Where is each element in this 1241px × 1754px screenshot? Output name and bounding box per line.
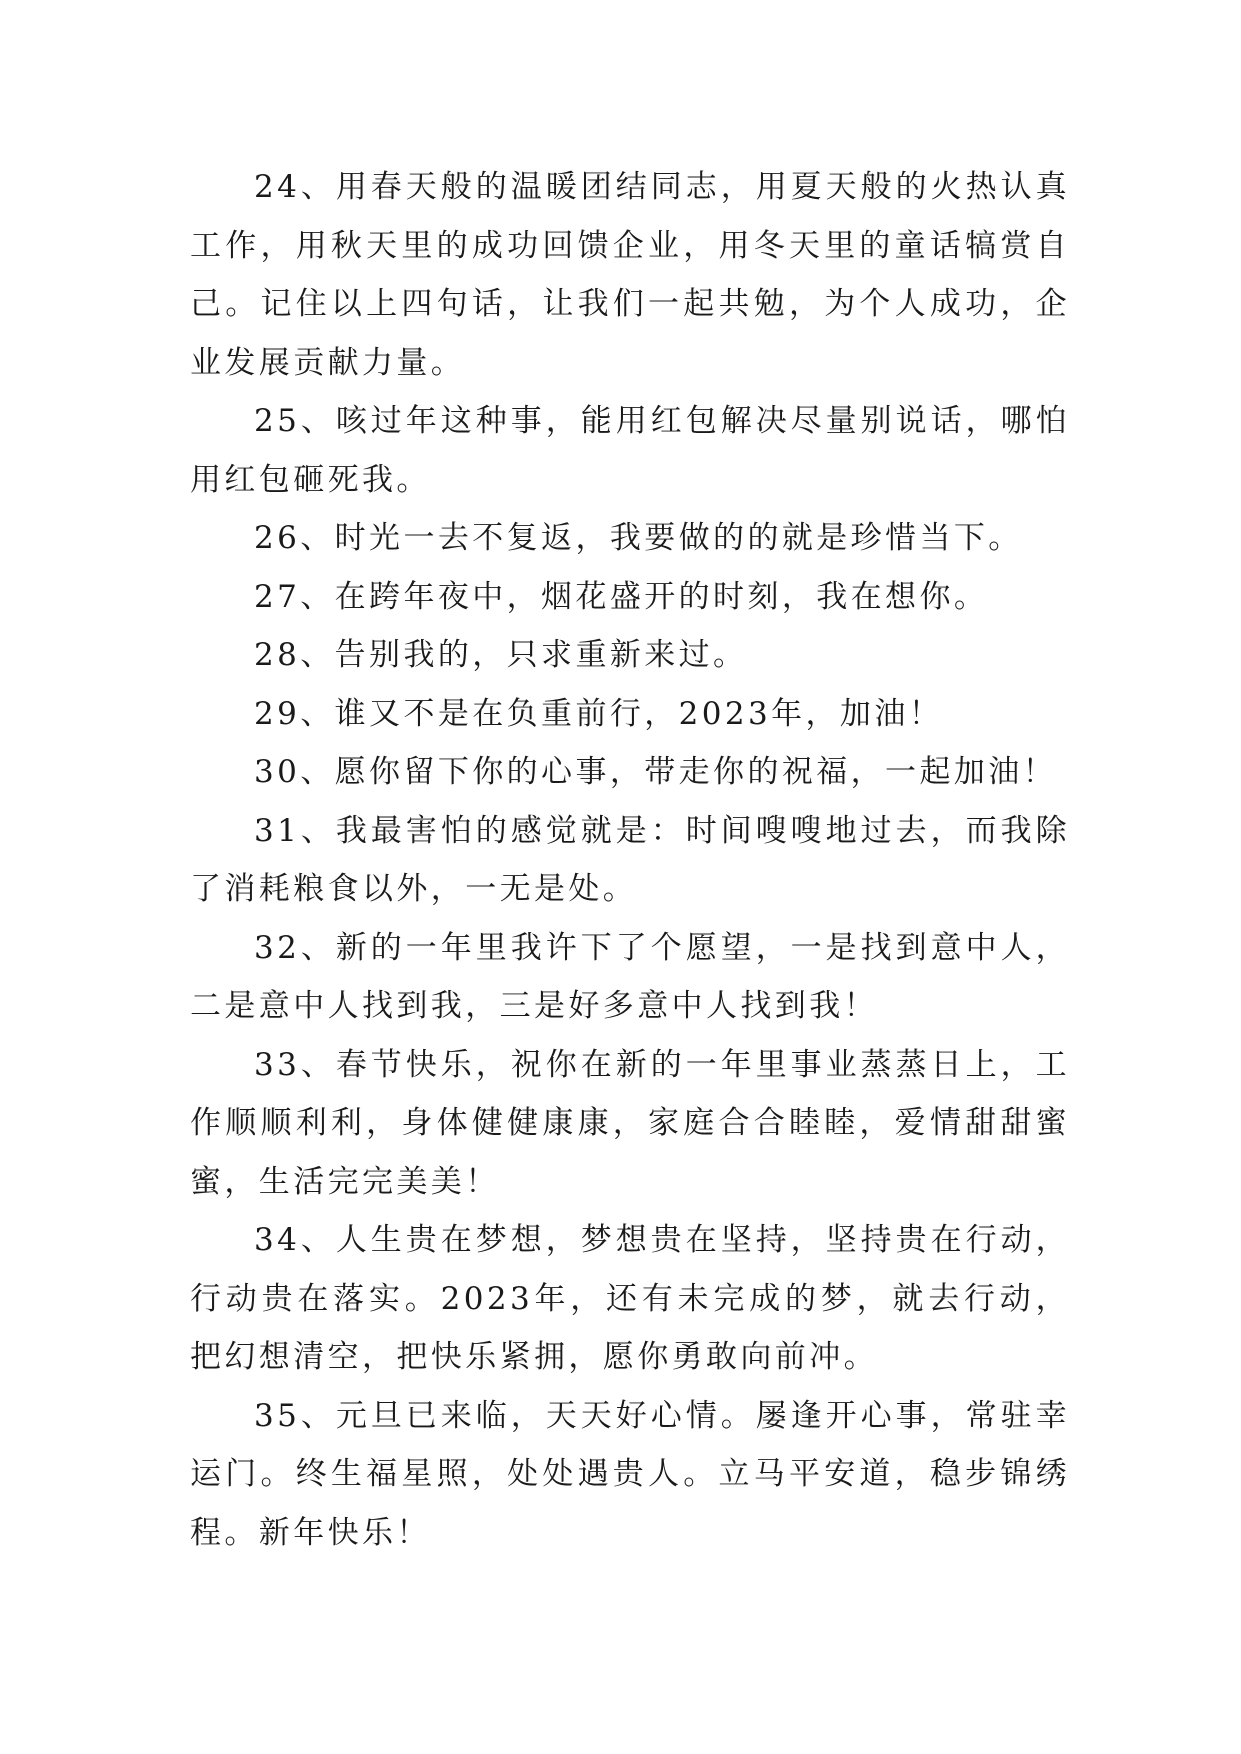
paragraph-27: 27、在跨年夜中，烟花盛开的时刻，我在想你。: [254, 578, 989, 615]
paragraph-25: 25、咳过年这种事，能用红包解决尽量别说话，哪怕用红包砸死我。: [190, 403, 1070, 498]
paragraph-29: 29、谁又不是在负重前行，2023年，加油！: [254, 695, 944, 732]
paragraph-30: 30、愿你留下你的心事，带走你的祝福，一起加油！: [254, 754, 1058, 790]
paragraph-35: 35、元旦已来临，天天好心情。屡逢开心事，常驻幸运门。终生福星照，处处遇贵人。立马平安道，稳步锦绣程。新年快乐！: [190, 1397, 1070, 1551]
paragraph-24: 24、用春天般的温暖团结同志，用夏天般的火热认真工作，用秋天里的成功回馈企业，用冬天里的童话犒赏自己。记住以上四句话，让我们一起共勉，为个人成功，企业发展贡献力量。: [190, 169, 1070, 381]
paragraph-28: 28、告别我的，只求重新来过。: [254, 637, 748, 673]
paragraph-26: 26、时光一去不复返，我要做的的就是珍惜当下。: [254, 520, 1023, 556]
paragraph-32: 32、新的一年里我许下了个愿望，一是找到意中人，二是意中人找到我，三是好多意中人找到我！: [190, 929, 1070, 1024]
document-body: [190, 158, 1070, 1562]
paragraph-33: 33、春节快乐，祝你在新的一年里事业蒸蒸日上，工作顺顺利利，身体健健康康，家庭合合睦睦，爱情甜甜蜜蜜，生活完完美美！: [190, 1046, 1070, 1200]
paragraph-31: 31、我最害怕的感觉就是：时间嗖嗖地过去，而我除了消耗粮食以外，一无是处。: [190, 812, 1070, 907]
paragraph-34: 34、人生贵在梦想，梦想贵在坚持，坚持贵在行动，行动贵在落实。2023年，还有未完成的梦，就去行动，把幻想清空，把快乐紧拥，愿你勇敢向前冲。: [190, 1222, 1070, 1375]
